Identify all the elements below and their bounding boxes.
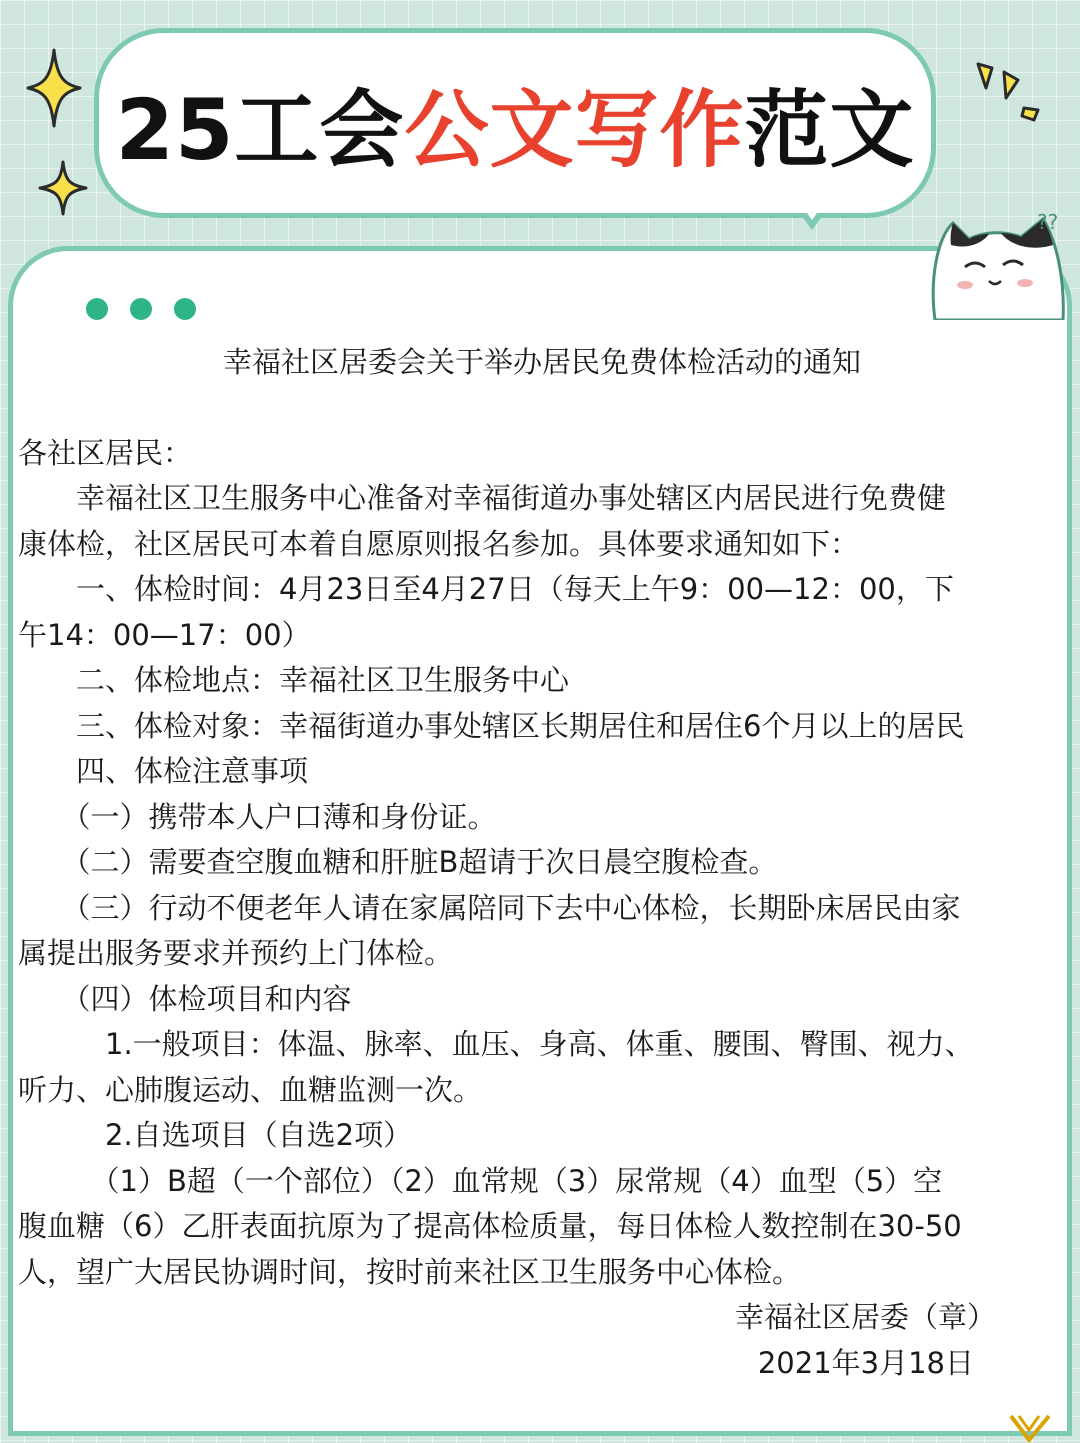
document-title: 幸福社区居委会关于举办居民免费体检活动的通知 xyxy=(222,345,861,379)
doc-line: 康体检，社区居民可本着自愿原则报名参加。具体要求通知如下： xyxy=(18,526,860,561)
document-content xyxy=(18,340,1066,1386)
page-title xyxy=(94,28,936,218)
doc-line: 四、体检注意事项 xyxy=(18,754,309,788)
title-highlight: 公文写作 xyxy=(404,80,745,179)
doc-line: 各社区居民： xyxy=(18,435,193,470)
sparkle-icon-large xyxy=(26,48,82,128)
dot-icon xyxy=(86,298,108,320)
doc-line: 2.自选项目（自选2项） xyxy=(18,1118,413,1152)
dot-icon xyxy=(174,298,196,320)
doc-line: 1.一般项目：体温、脉率、血压、身高、体重、腰围、臀围、视力、 xyxy=(18,1027,974,1061)
sparkle-icon-small xyxy=(38,160,88,216)
doc-line: 人，望广大居民协调时间，按时前来社区卫生服务中心体检。 xyxy=(18,1254,802,1289)
document-date: 2021年3月18日 xyxy=(757,1345,974,1380)
dot-icon xyxy=(130,298,152,320)
doc-line: （二）需要查空腹血糖和肝脏B超请于次日晨空腹检查。 xyxy=(18,845,778,879)
doc-line: 属提出服务要求并预约上门体检。 xyxy=(18,936,454,970)
doc-line: 幸福社区卫生服务中心准备对幸福街道办事处辖区内居民进行免费健 xyxy=(18,481,947,515)
doc-line: （三）行动不便老年人请在家属陪同下去中心体检，长期卧床居民由家 xyxy=(18,890,961,925)
title-prefix: 25工会 xyxy=(115,80,405,179)
doc-line: （一）携带本人户口薄和身份证。 xyxy=(18,799,497,834)
doc-line: 一、体检时间：4月23日至4月27日（每天上午9：00—12：00，下 xyxy=(18,572,954,606)
window-dots xyxy=(86,298,196,320)
signature: 幸福社区居委（章） xyxy=(734,1300,996,1334)
cat-question-marks: ?? xyxy=(1037,210,1059,234)
doc-line: 三、体检对象：幸福街道办事处辖区长期居住和居住6个月以上的居民 xyxy=(18,708,965,743)
title-suffix: 范文 xyxy=(744,80,915,179)
doc-line: 腹血糖（6）乙肝表面抗原为了提高体检质量，每日体检人数控制在30-50 xyxy=(18,1209,962,1243)
doc-line: （1）B超（一个部位）（2）血常规（3）尿常规（4）血型（5）空 xyxy=(18,1163,943,1198)
corner-decoration-icon xyxy=(1005,1412,1055,1442)
cat-mascot-icon xyxy=(925,205,1075,320)
doc-line: 午14：00—17：00） xyxy=(18,617,311,652)
doc-line: 听力、心肺腹运动、血糖监测一次。 xyxy=(18,1072,483,1107)
doc-line: （四）体检项目和内容 xyxy=(18,981,352,1016)
doc-line: 二、体检地点：幸福社区卫生服务中心 xyxy=(18,663,570,697)
emphasis-marks-icon xyxy=(972,58,1044,128)
